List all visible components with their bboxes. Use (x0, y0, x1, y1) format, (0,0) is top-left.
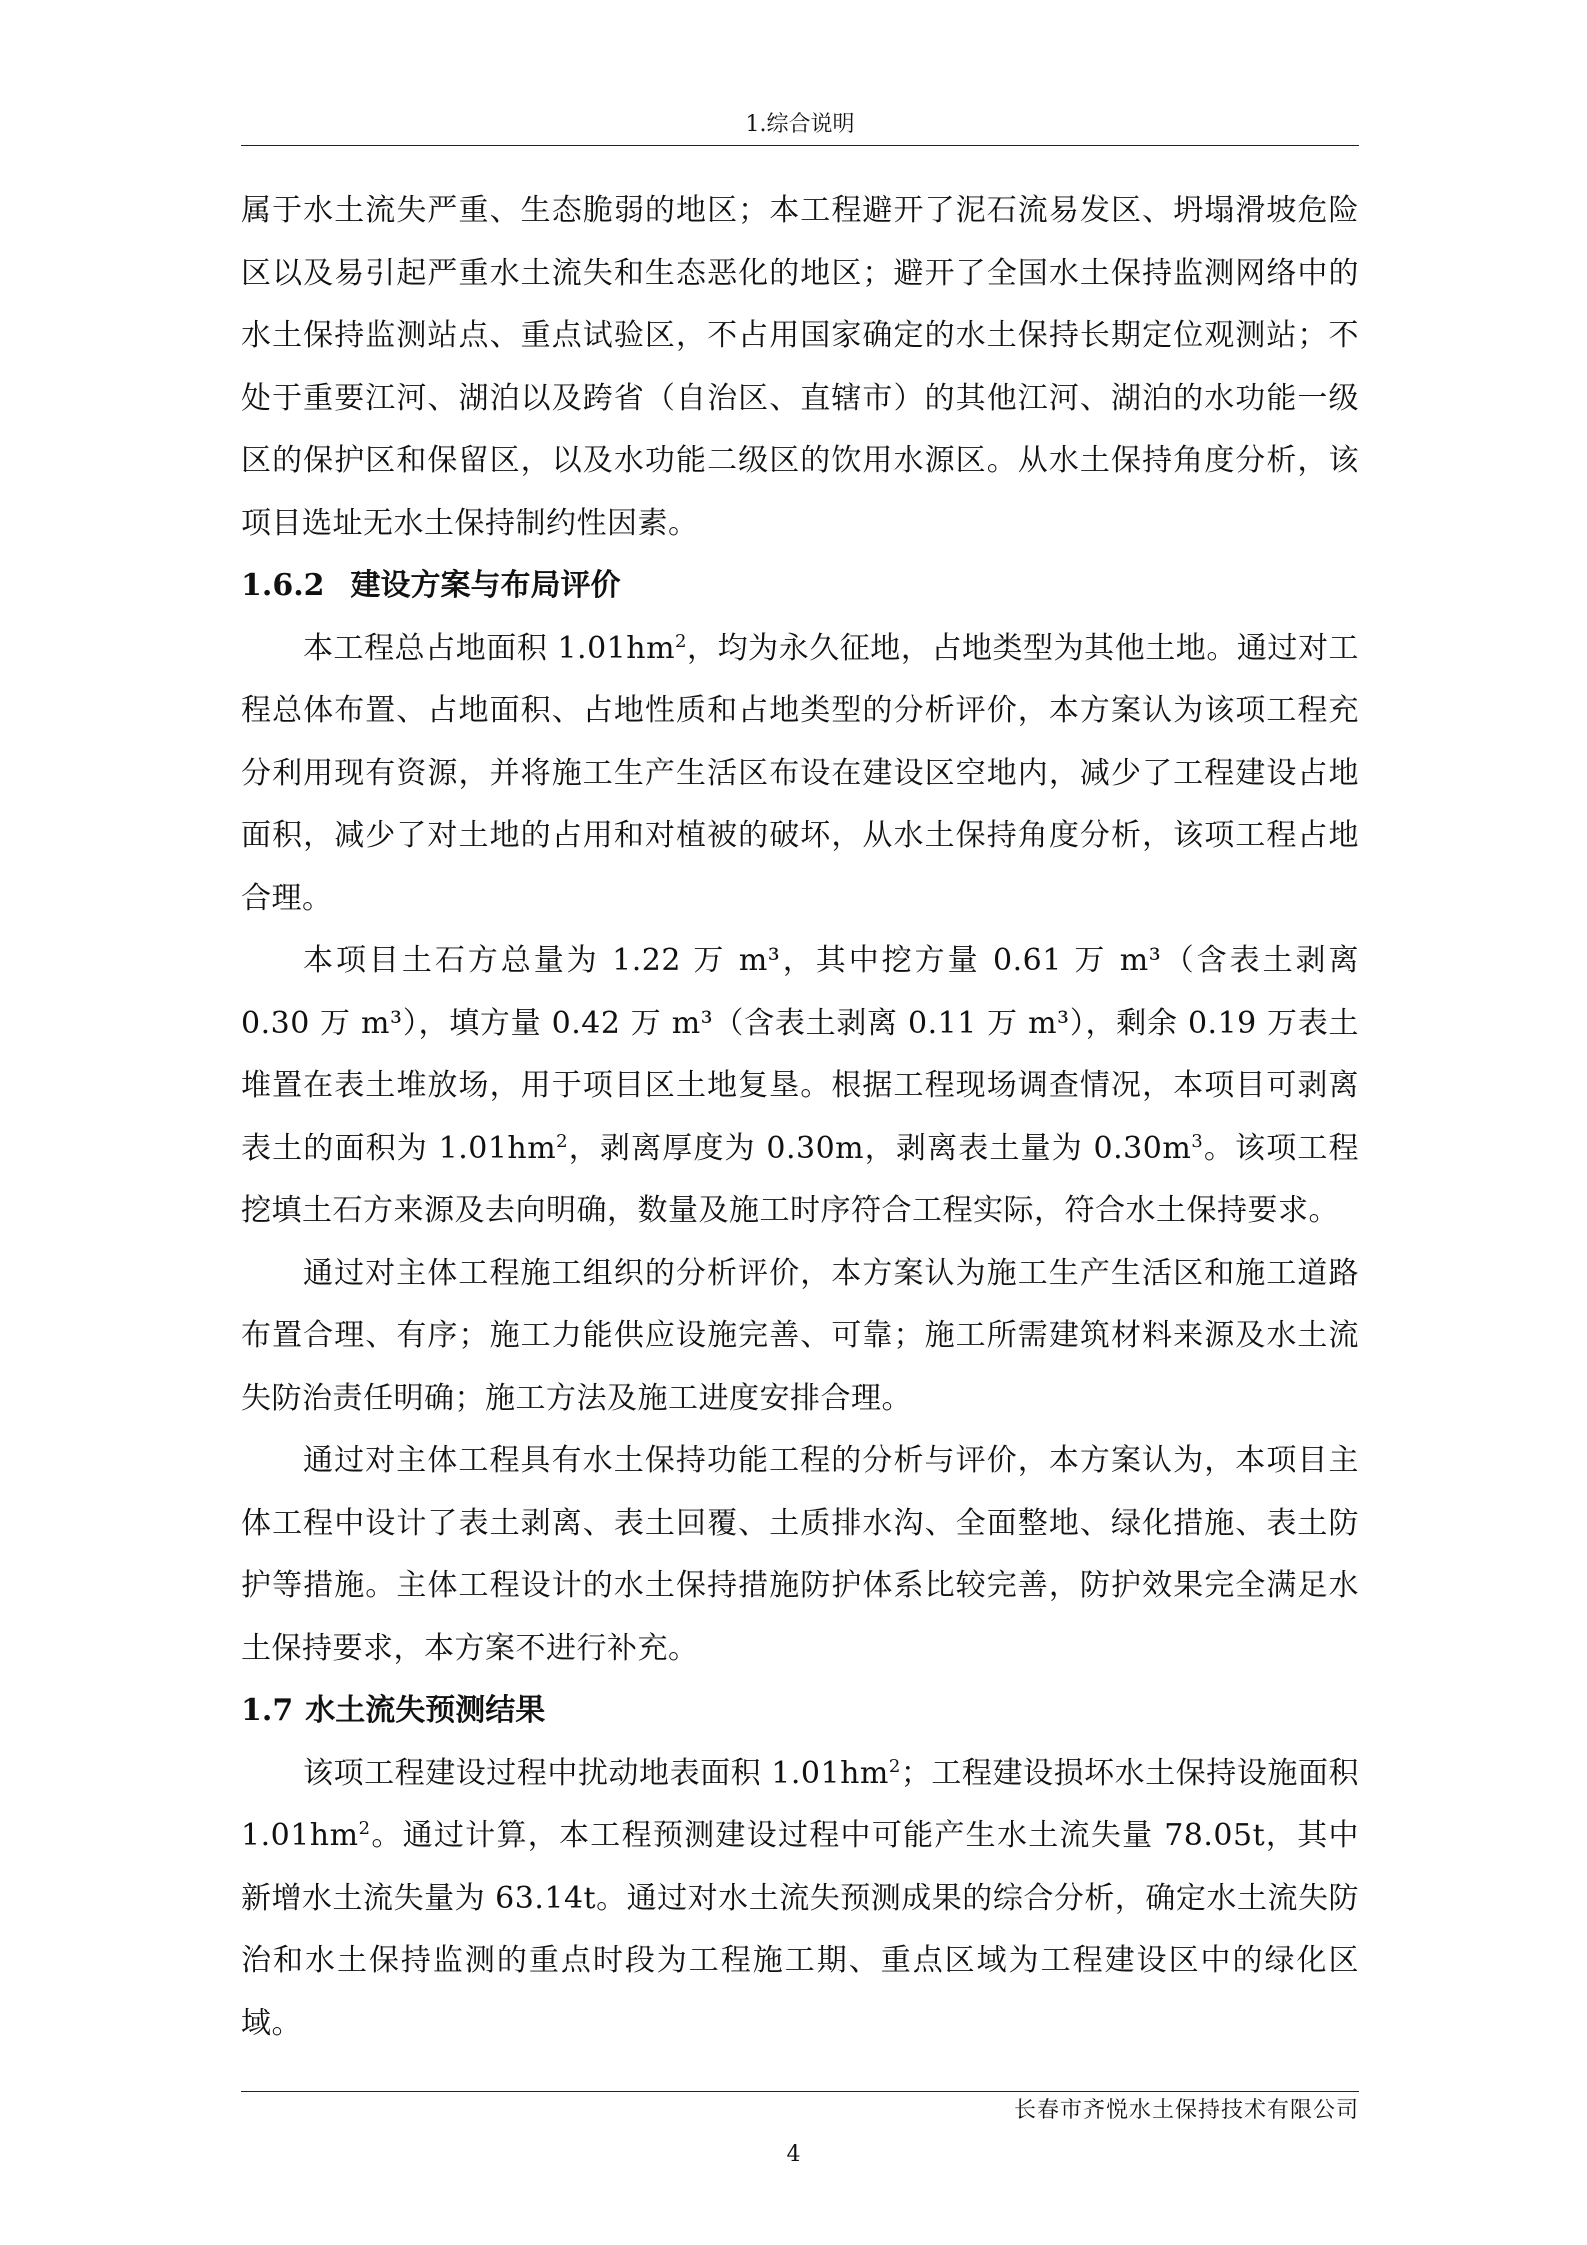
paragraph-earthwork (241, 930, 1359, 1243)
paragraph-erosion-prediction (241, 1743, 1359, 2056)
page-body (241, 180, 1359, 2055)
section-heading-1-6-2 (241, 555, 1359, 618)
page-number: 4 (786, 2142, 801, 2167)
paragraph-main-works-evaluation: 通过对主体工程具有水土保持功能工程的分析与评价，本方案认为，本项目主体工程中设计了表土剥离、表土回覆、土质排水沟、全面整地、绿化措施、表土防护等措施。主体工程设计的水土保持措施防护体系比较完善，防护效果完全满足水土保持要求，本方案不进行补充。 (241, 1443, 1359, 1666)
superscript: 2 (556, 1130, 569, 1152)
text-run: ；工程建设损坏水土保持设施面积 1.01hm (241, 1755, 1359, 1853)
section-number: 1.7 (241, 1693, 294, 1728)
section-number: 1.6.2 (241, 568, 325, 603)
paragraph-construction-organization: 通过对主体工程施工组织的分析评价，本方案认为施工生产生活区和施工道路布置合理、有序；施工力能供应设施完善、可靠；施工所需建筑材料来源及水土流失防治责任明确；施工方法及施工进度安排合理。 (241, 1255, 1359, 1416)
superscript: 2 (358, 1818, 371, 1839)
superscript: 2 (675, 630, 687, 652)
section-heading-1-7 (241, 1680, 1359, 1743)
text-run: 本项目土石方总量为 1.22 万 m³，其中挖方量 0.61 万 m³（含表土剥离 0.30 万 m³），填方量 0.42 万 m³（含表土剥离 0.11 万 m³），剩余 0.19 万表土堆置在表土堆放场，用于项目区土地复垦。根据工程现场调查情况，本项目可剥离表土的面积为 1.01hm (241, 943, 1359, 1166)
running-header: 1.综合说明 (745, 112, 855, 137)
paragraph-land-use (241, 618, 1359, 931)
header-divider (241, 145, 1359, 146)
text-run: 该项工程建设过程中扰动地表面积 1.01hm (303, 1755, 889, 1791)
footer-divider (241, 2091, 1359, 2092)
text-run: 本工程总占地面积 1.01hm (303, 630, 676, 666)
superscript: 3 (1191, 1130, 1204, 1152)
paragraph-site-selection: 属于水土流失严重、生态脆弱的地区；本工程避开了泥石流易发区、坍塌滑坡危险区以及易引起严重水土流失和生态恶化的地区；避开了全国水土保持监测网络中的水土保持监测站点、重点试验区，不占用国家确定的水土保持长期定位观测站；不处于重要江河、湖泊以及跨省（自治区、直辖市）的其他江河、湖泊的水功能一级区的保护区和保留区，以及水功能二级区的饮用水源区。从水土保持角度分析，该项目选址无水土保持制约性因素。 (241, 193, 1359, 541)
text-run: 。通过计算，本工程预测建设过程中可能产生水土流失量 78.05t，其中新增水土流失量为 63.14t。通过对水土流失预测成果的综合分析，确定水土流失防治和水土保持监测的重点时段为工程施工期、重点区域为工程建设区中的绿化区域。 (241, 1818, 1359, 2041)
superscript: 2 (888, 1755, 901, 1777)
text-run: ，剥离厚度为 0.30m，剥离表土量为 0.30m (568, 1130, 1192, 1166)
section-title: 建设方案与布局评价 (350, 568, 621, 603)
text-run: ，均为永久征地，占地类型为其他土地。通过对工程总体布置、占地面积、占地性质和占地类型的分析评价，本方案认为该项工程充分利用现有资源，并将施工生产生活区布设在建设区空地内，减少了工程建设占地面积，减少了对土地的占用和对植被的破坏，从水土保持角度分析，该项工程占地合理。 (241, 630, 1360, 916)
text-run: 。该项工程挖填土石方来源及去向明确，数量及施工时序符合工程实际，符合水土保持要求。 (241, 1130, 1359, 1228)
section-title: 水土流失预测结果 (305, 1693, 546, 1728)
footer-company-name: 长春市齐悦水土保持技术有限公司 (1013, 2098, 1359, 2123)
